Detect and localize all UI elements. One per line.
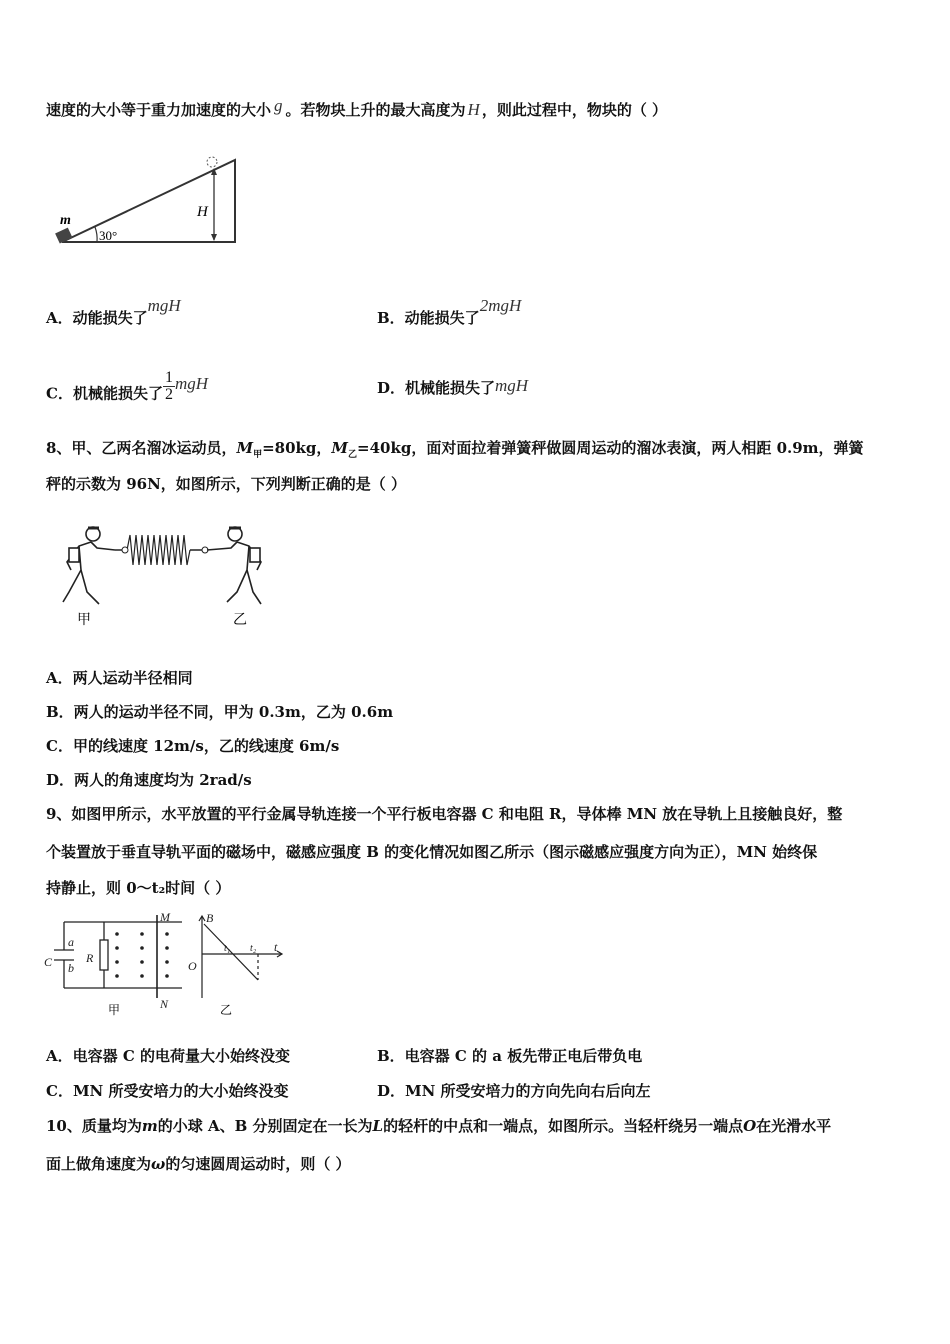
q8-text-a: 8、甲、乙两名溜冰运动员， xyxy=(46,439,237,457)
q8-mass-yi: M xyxy=(331,439,349,457)
q10-symbol-m: m xyxy=(141,1117,158,1135)
label-b: b xyxy=(68,961,74,975)
q10-symbol-L: L xyxy=(372,1117,384,1135)
label-jia: 甲 xyxy=(108,1003,121,1017)
q7-option-a[interactable] xyxy=(46,296,181,328)
label-t2: t₂ xyxy=(250,943,257,954)
q9-circuit-figure xyxy=(42,910,192,1020)
q10-symbol-O: O xyxy=(743,1117,757,1135)
q8-text-c: =40kg，面对面拉着弹簧秤做圆周运动的溜冰表演，两人相距 0.9m，弹簧 xyxy=(357,439,864,457)
label-t1: t₁ xyxy=(224,943,231,954)
label-yi: 乙 xyxy=(220,1003,233,1017)
angle-label: 30° xyxy=(99,228,118,243)
q10-stem-line1 xyxy=(46,1116,831,1136)
q10-text-d: 在光滑水平 xyxy=(756,1117,832,1135)
fraction-numerator: 1 xyxy=(164,369,173,386)
q7-option-a-math: mgH xyxy=(147,296,181,315)
label-t: t xyxy=(274,940,278,954)
skater-left-label: 甲 xyxy=(77,612,91,628)
q8-skaters-figure xyxy=(55,520,285,630)
q10-text-f: 的匀速圆周运动时，则（ ） xyxy=(165,1155,351,1173)
q9-option-c[interactable]: C．MN 所受安培力的大小始终没变 xyxy=(46,1082,289,1100)
q8-stem-line2: 秤的示数为 96N，如图所示，下列判断正确的是（ ） xyxy=(46,475,407,493)
q8-option-b[interactable]: B．两人的运动半径不同，甲为 0.3m，乙为 0.6m xyxy=(46,703,394,721)
q10-stem-line2 xyxy=(46,1154,351,1174)
label-B: B xyxy=(206,911,214,925)
fraction-denominator: 2 xyxy=(164,386,173,403)
q8-option-c[interactable]: C．甲的线速度 12m/s，乙的线速度 6m/s xyxy=(46,737,340,755)
label-a: a xyxy=(68,935,74,949)
q8-option-a[interactable]: A．两人运动半径相同 xyxy=(46,669,193,687)
q9-option-a[interactable]: A．电容器 C 的电荷量大小始终没变 xyxy=(46,1047,291,1065)
q7-option-d-math: mgH xyxy=(495,376,529,395)
q7-text-a: 速度的大小等于重力加速度的大小 xyxy=(46,101,272,119)
q8-sub-jia: 甲 xyxy=(253,450,263,460)
q7-option-b[interactable] xyxy=(377,296,522,328)
q9-stem-line2: 个装置放于垂直导轨平面的磁场中，磁感应强度 B 的变化情况如图乙所示（图示磁感应强度方向为正），MN 始终保 xyxy=(46,843,818,861)
q9-option-d[interactable]: D．MN 所受安培力的方向先向右后向左 xyxy=(377,1082,651,1100)
q8-stem-line1 xyxy=(46,438,864,465)
q7-text-b: 。若物块上升的最大高度为 xyxy=(285,101,466,119)
label-M: M xyxy=(160,910,170,924)
q10-text-c: 的轻杆的中点和一端点，如图所示。当轻杆绕另一端点 xyxy=(383,1117,744,1135)
q9-graph-figure xyxy=(186,910,296,1020)
label-C: C xyxy=(44,955,53,969)
q7-option-a-label: A．动能损失了 xyxy=(46,309,148,327)
q7-option-c-math: mgH xyxy=(174,373,209,393)
q8-sub-yi: 乙 xyxy=(348,450,358,460)
q10-text-a: 10、质量均为 xyxy=(46,1117,142,1135)
q7-stem xyxy=(46,96,668,120)
q8-text-b: =80kg， xyxy=(262,439,332,457)
q7-option-c[interactable] xyxy=(46,369,209,411)
q7-symbol-H: H xyxy=(467,100,480,119)
q7-incline-figure xyxy=(52,150,252,250)
label-O: O xyxy=(188,959,197,973)
q7-text-c: ，则此过程中，物块的（ ） xyxy=(481,101,668,119)
q9-option-b[interactable]: B．电容器 C 的 a 板先带正电后带负电 xyxy=(377,1047,643,1065)
q10-text-b: 的小球 A、B 分别固定在一长为 xyxy=(157,1117,373,1135)
skater-right-label: 乙 xyxy=(233,612,247,628)
q7-option-b-math: 2mgH xyxy=(479,296,522,315)
label-R: R xyxy=(86,951,94,965)
q8-mass-jia: M xyxy=(236,439,254,457)
q10-text-e: 面上做角速度为 xyxy=(46,1155,152,1173)
skater-left-icon xyxy=(63,527,115,604)
q8-option-d[interactable]: D．两人的角速度均为 2rad/s xyxy=(46,771,252,789)
q7-option-c-fraction xyxy=(163,370,175,403)
q7-option-d[interactable] xyxy=(377,378,528,398)
q9-stem-line3: 持静止，则 0～t₂时间（ ） xyxy=(46,879,231,897)
height-label: H xyxy=(197,204,208,220)
label-N: N xyxy=(160,997,169,1011)
q10-symbol-omega: ω xyxy=(151,1155,166,1173)
q7-option-d-label: D．机械能损失了 xyxy=(377,379,496,397)
q7-option-b-label: B．动能损失了 xyxy=(377,309,480,327)
skater-right-icon xyxy=(207,527,261,604)
q9-stem-line1: 9、如图甲所示，水平放置的平行金属导轨连接一个平行板电容器 C 和电阻 R，导体棒 MN 放在导轨上且接触良好，整 xyxy=(46,805,843,823)
q7-option-c-label: C．机械能损失了 xyxy=(46,384,163,403)
mass-label: m xyxy=(60,213,71,228)
q7-symbol-g: g xyxy=(274,96,283,115)
